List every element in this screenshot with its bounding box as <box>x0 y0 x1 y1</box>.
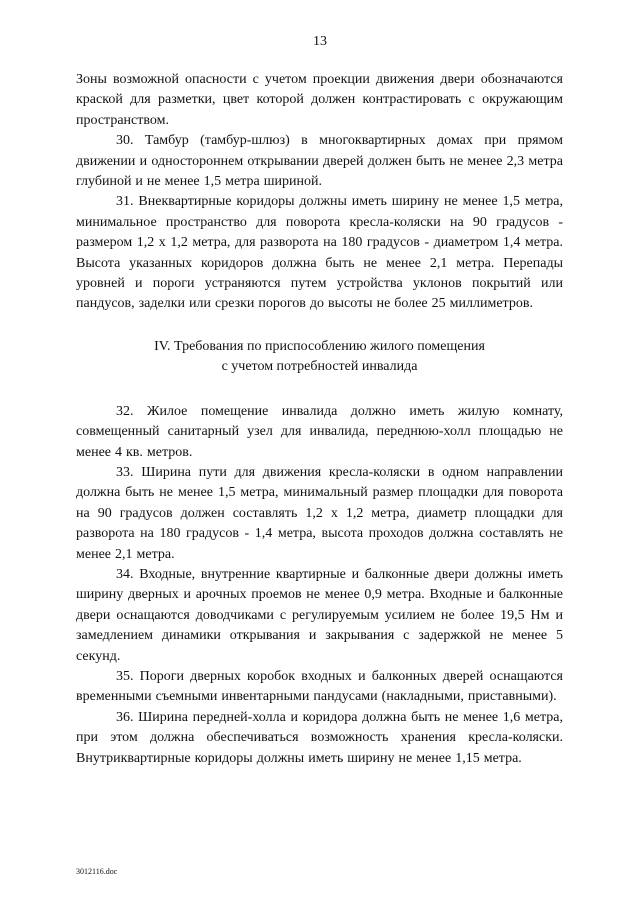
paragraph-danger-zones: Зоны возможной опасности с учетом проекции движения двери обозначаются краской для разметки, цвет которой должен контрастировать с окружающим пространством. <box>76 72 563 128</box>
section-heading-line-2: с учетом потребностей инвалида <box>221 359 418 375</box>
paragraph-31: 31. Внеквартирные коридоры должны иметь ширину не менее 1,5 метра, минимальное пространство для поворота кресла-коляски на 90 градусов - размером 1,2 х 1,2 метра, для разворота на 180 градусов - диаметром 1,4 метра. Высота указанных коридоров должна быть не менее 2,1 метра. Перепады уровней и пороги устраняются путем устройства уклонов покрытий или пандусов, заделки или срезки порогов до высоты не более 25 миллиметров. <box>76 194 563 312</box>
paragraph-33: 33. Ширина пути для движения кресла-коляски в одном направлении должна быть не менее 1,5 метра, минимальный размер площадки для поворота на 90 градусов должен составлять 1,2 х 1,2 метра, диаметр площадки для разворота на 180 градусов - 1,4 метра, высота проходов должна составлять не менее 2,1 метра. <box>76 464 563 562</box>
paragraph-36: 36. Ширина передней-холла и коридора должна быть не менее 1,6 метра, при этом должна обеспечиваться возможность хранения кресла-коляски. Внутриквартирные коридоры должны иметь ширину не менее 1,15 метра. <box>76 709 563 766</box>
document-body <box>76 70 563 769</box>
paragraph-35: 35. Пороги дверных коробок входных и балконных дверей оснащаются временными съемными инвентарными пандусами (накладными, приставными). <box>76 668 563 705</box>
paragraph-32: 32. Жилое помещение инвалида должно иметь жилую комнату, совмещенный санитарный узел для инвалида, переднюю-холл площадью не менее 4 кв. метров. <box>76 403 563 460</box>
footer-file-code: 3012116.doc <box>76 867 118 876</box>
paragraph-34: 34. Входные, внутренние квартирные и балконные двери должны иметь ширину дверных и арочных проемов не менее 0,9 метра. Входные и балконные двери оснащаются доводчиками с регулируемым усилием не более 19,5 Нм и замедлением динамики открывания и закрывания с задержкой не менее 5 секунд. <box>76 566 563 664</box>
paragraph-30: 30. Тамбур (тамбур-шлюз) в многоквартирных домах при прямом движении и одностороннем открывании дверей должен быть не менее 2,3 метра глубиной и не менее 1,5 метра шириной. <box>76 133 563 190</box>
section-heading-line-1: IV. Требования по приспособлению жилого помещения <box>154 338 485 354</box>
page-number: 13 <box>313 34 327 49</box>
section-heading <box>76 337 563 378</box>
